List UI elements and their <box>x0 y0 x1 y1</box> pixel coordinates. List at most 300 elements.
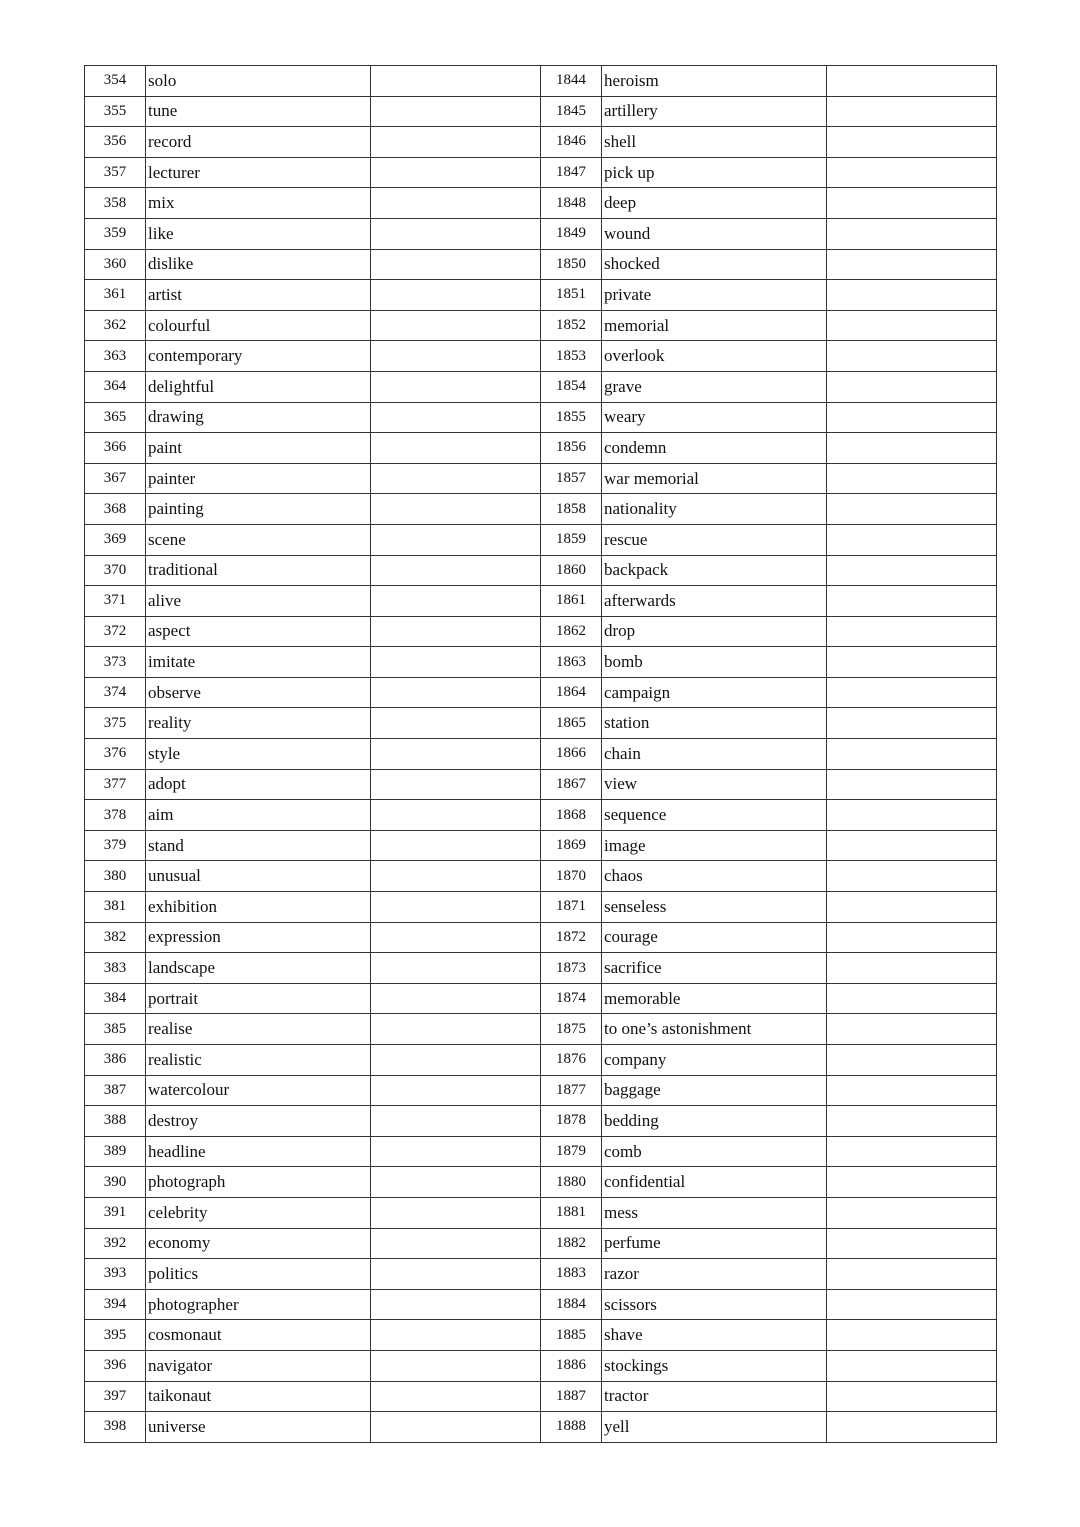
left-entry-word: universe <box>146 1412 371 1443</box>
table-row <box>85 249 997 280</box>
right-entry-number: 1854 <box>541 371 602 402</box>
left-entry-word: unusual <box>146 861 371 892</box>
left-entry-word: scene <box>146 524 371 555</box>
right-entry-word: campaign <box>602 677 827 708</box>
right-entry-word: memorial <box>602 310 827 341</box>
left-entry-word: watercolour <box>146 1075 371 1106</box>
right-blank-cell <box>827 218 997 249</box>
left-blank-cell <box>371 647 541 678</box>
right-entry-word: nationality <box>602 494 827 525</box>
left-entry-number: 383 <box>85 953 146 984</box>
right-entry-word: shell <box>602 127 827 158</box>
left-entry-word: traditional <box>146 555 371 586</box>
right-entry-number: 1856 <box>541 433 602 464</box>
left-entry-word: style <box>146 739 371 770</box>
right-entry-number: 1875 <box>541 1014 602 1045</box>
left-blank-cell <box>371 800 541 831</box>
left-entry-number: 387 <box>85 1075 146 1106</box>
left-entry-number: 370 <box>85 555 146 586</box>
left-entry-word: landscape <box>146 953 371 984</box>
right-entry-number: 1867 <box>541 769 602 800</box>
left-entry-word: contemporary <box>146 341 371 372</box>
right-blank-cell <box>827 1106 997 1137</box>
table-row <box>85 402 997 433</box>
left-entry-word: colourful <box>146 310 371 341</box>
left-entry-word: navigator <box>146 1350 371 1381</box>
right-entry-number: 1844 <box>541 66 602 97</box>
left-blank-cell <box>371 1228 541 1259</box>
table-row <box>85 1075 997 1106</box>
left-blank-cell <box>371 1014 541 1045</box>
right-entry-number: 1862 <box>541 616 602 647</box>
left-entry-word: painter <box>146 463 371 494</box>
right-entry-word: tractor <box>602 1381 827 1412</box>
left-entry-number: 391 <box>85 1197 146 1228</box>
right-entry-word: sequence <box>602 800 827 831</box>
left-entry-word: cosmonaut <box>146 1320 371 1351</box>
right-blank-cell <box>827 463 997 494</box>
right-entry-word: baggage <box>602 1075 827 1106</box>
left-entry-number: 381 <box>85 892 146 923</box>
right-entry-word: artillery <box>602 96 827 127</box>
left-blank-cell <box>371 953 541 984</box>
right-entry-word: weary <box>602 402 827 433</box>
left-entry-word: lecturer <box>146 157 371 188</box>
right-blank-cell <box>827 1197 997 1228</box>
right-blank-cell <box>827 433 997 464</box>
left-blank-cell <box>371 310 541 341</box>
left-blank-cell <box>371 96 541 127</box>
left-blank-cell <box>371 341 541 372</box>
right-blank-cell <box>827 1412 997 1443</box>
right-entry-word: overlook <box>602 341 827 372</box>
right-blank-cell <box>827 1259 997 1290</box>
table-row <box>85 616 997 647</box>
table-row <box>85 1167 997 1198</box>
left-blank-cell <box>371 494 541 525</box>
right-entry-word: shocked <box>602 249 827 280</box>
right-entry-word: private <box>602 280 827 311</box>
left-blank-cell <box>371 1136 541 1167</box>
right-entry-number: 1879 <box>541 1136 602 1167</box>
right-entry-number: 1846 <box>541 127 602 158</box>
right-entry-number: 1870 <box>541 861 602 892</box>
right-entry-number: 1869 <box>541 830 602 861</box>
left-entry-number: 379 <box>85 830 146 861</box>
right-entry-number: 1878 <box>541 1106 602 1137</box>
table-row <box>85 677 997 708</box>
right-entry-number: 1872 <box>541 922 602 953</box>
right-entry-number: 1855 <box>541 402 602 433</box>
table-row <box>85 739 997 770</box>
left-blank-cell <box>371 127 541 158</box>
left-blank-cell <box>371 402 541 433</box>
right-blank-cell <box>827 1014 997 1045</box>
left-entry-word: politics <box>146 1259 371 1290</box>
left-entry-number: 371 <box>85 586 146 617</box>
left-entry-number: 358 <box>85 188 146 219</box>
right-entry-word: chaos <box>602 861 827 892</box>
left-entry-number: 374 <box>85 677 146 708</box>
left-entry-word: like <box>146 218 371 249</box>
right-entry-word: shave <box>602 1320 827 1351</box>
table-row <box>85 555 997 586</box>
left-entry-number: 354 <box>85 66 146 97</box>
left-blank-cell <box>371 1045 541 1076</box>
left-entry-word: adopt <box>146 769 371 800</box>
right-blank-cell <box>827 524 997 555</box>
right-blank-cell <box>827 892 997 923</box>
left-entry-number: 356 <box>85 127 146 158</box>
left-entry-number: 373 <box>85 647 146 678</box>
right-entry-word: company <box>602 1045 827 1076</box>
left-blank-cell <box>371 524 541 555</box>
left-blank-cell <box>371 983 541 1014</box>
right-entry-number: 1851 <box>541 280 602 311</box>
right-entry-word: razor <box>602 1259 827 1290</box>
right-entry-word: yell <box>602 1412 827 1443</box>
table-row <box>85 708 997 739</box>
left-blank-cell <box>371 892 541 923</box>
left-entry-number: 363 <box>85 341 146 372</box>
left-blank-cell <box>371 586 541 617</box>
left-entry-number: 372 <box>85 616 146 647</box>
right-blank-cell <box>827 800 997 831</box>
right-blank-cell <box>827 402 997 433</box>
right-entry-number: 1864 <box>541 677 602 708</box>
right-entry-word: rescue <box>602 524 827 555</box>
right-entry-number: 1874 <box>541 983 602 1014</box>
right-entry-word: courage <box>602 922 827 953</box>
right-entry-word: bomb <box>602 647 827 678</box>
left-blank-cell <box>371 1167 541 1198</box>
right-entry-word: perfume <box>602 1228 827 1259</box>
left-entry-word: paint <box>146 433 371 464</box>
right-entry-number: 1866 <box>541 739 602 770</box>
left-blank-cell <box>371 1289 541 1320</box>
left-blank-cell <box>371 922 541 953</box>
table-row <box>85 892 997 923</box>
right-entry-number: 1888 <box>541 1412 602 1443</box>
left-entry-word: solo <box>146 66 371 97</box>
left-entry-number: 395 <box>85 1320 146 1351</box>
right-blank-cell <box>827 249 997 280</box>
right-entry-word: comb <box>602 1136 827 1167</box>
left-entry-word: exhibition <box>146 892 371 923</box>
table-row <box>85 310 997 341</box>
left-entry-word: celebrity <box>146 1197 371 1228</box>
right-entry-word: backpack <box>602 555 827 586</box>
left-blank-cell <box>371 1197 541 1228</box>
table-row <box>85 1045 997 1076</box>
table-row <box>85 96 997 127</box>
table-row <box>85 647 997 678</box>
right-entry-number: 1853 <box>541 341 602 372</box>
right-entry-word: stockings <box>602 1350 827 1381</box>
right-blank-cell <box>827 922 997 953</box>
right-entry-word: deep <box>602 188 827 219</box>
left-entry-number: 376 <box>85 739 146 770</box>
left-entry-number: 382 <box>85 922 146 953</box>
table-row <box>85 280 997 311</box>
table-row <box>85 1289 997 1320</box>
left-blank-cell <box>371 371 541 402</box>
left-entry-word: drawing <box>146 402 371 433</box>
left-blank-cell <box>371 616 541 647</box>
left-entry-number: 394 <box>85 1289 146 1320</box>
right-blank-cell <box>827 66 997 97</box>
right-blank-cell <box>827 280 997 311</box>
right-blank-cell <box>827 555 997 586</box>
right-blank-cell <box>827 739 997 770</box>
left-entry-word: destroy <box>146 1106 371 1137</box>
left-blank-cell <box>371 463 541 494</box>
vocabulary-table <box>84 65 997 1443</box>
right-blank-cell <box>827 1289 997 1320</box>
left-blank-cell <box>371 218 541 249</box>
table-row <box>85 830 997 861</box>
left-entry-word: artist <box>146 280 371 311</box>
table-row <box>85 800 997 831</box>
right-entry-number: 1847 <box>541 157 602 188</box>
left-blank-cell <box>371 1320 541 1351</box>
left-entry-number: 393 <box>85 1259 146 1290</box>
right-entry-word: pick up <box>602 157 827 188</box>
left-blank-cell <box>371 1412 541 1443</box>
right-blank-cell <box>827 494 997 525</box>
right-entry-word: sacrifice <box>602 953 827 984</box>
right-blank-cell <box>827 769 997 800</box>
right-entry-number: 1868 <box>541 800 602 831</box>
right-blank-cell <box>827 647 997 678</box>
left-entry-number: 384 <box>85 983 146 1014</box>
left-entry-number: 367 <box>85 463 146 494</box>
left-entry-number: 375 <box>85 708 146 739</box>
right-entry-number: 1852 <box>541 310 602 341</box>
left-blank-cell <box>371 555 541 586</box>
table-row <box>85 371 997 402</box>
right-blank-cell <box>827 1045 997 1076</box>
right-blank-cell <box>827 830 997 861</box>
right-blank-cell <box>827 127 997 158</box>
left-blank-cell <box>371 1350 541 1381</box>
right-entry-word: drop <box>602 616 827 647</box>
left-blank-cell <box>371 280 541 311</box>
left-entry-number: 385 <box>85 1014 146 1045</box>
right-entry-word: view <box>602 769 827 800</box>
left-entry-word: painting <box>146 494 371 525</box>
right-blank-cell <box>827 1167 997 1198</box>
right-entry-number: 1857 <box>541 463 602 494</box>
left-entry-word: realistic <box>146 1045 371 1076</box>
table-row <box>85 66 997 97</box>
left-entry-number: 360 <box>85 249 146 280</box>
right-entry-word: confidential <box>602 1167 827 1198</box>
right-entry-number: 1859 <box>541 524 602 555</box>
table-row <box>85 1014 997 1045</box>
left-entry-number: 389 <box>85 1136 146 1167</box>
table-row <box>85 463 997 494</box>
right-entry-number: 1880 <box>541 1167 602 1198</box>
left-entry-number: 359 <box>85 218 146 249</box>
table-row <box>85 494 997 525</box>
table-row <box>85 1228 997 1259</box>
left-entry-word: mix <box>146 188 371 219</box>
left-entry-word: photograph <box>146 1167 371 1198</box>
left-blank-cell <box>371 1106 541 1137</box>
right-entry-number: 1865 <box>541 708 602 739</box>
table-row <box>85 188 997 219</box>
left-entry-word: record <box>146 127 371 158</box>
right-entry-number: 1863 <box>541 647 602 678</box>
left-blank-cell <box>371 1259 541 1290</box>
table-row <box>85 1136 997 1167</box>
table-row <box>85 1197 997 1228</box>
table-row <box>85 922 997 953</box>
right-entry-word: image <box>602 830 827 861</box>
right-entry-number: 1876 <box>541 1045 602 1076</box>
right-blank-cell <box>827 861 997 892</box>
left-entry-word: headline <box>146 1136 371 1167</box>
left-entry-number: 365 <box>85 402 146 433</box>
right-blank-cell <box>827 708 997 739</box>
left-entry-word: realise <box>146 1014 371 1045</box>
left-entry-number: 362 <box>85 310 146 341</box>
left-blank-cell <box>371 66 541 97</box>
left-entry-word: economy <box>146 1228 371 1259</box>
left-entry-number: 369 <box>85 524 146 555</box>
right-entry-number: 1885 <box>541 1320 602 1351</box>
left-entry-number: 392 <box>85 1228 146 1259</box>
right-entry-number: 1887 <box>541 1381 602 1412</box>
right-blank-cell <box>827 1350 997 1381</box>
left-entry-number: 366 <box>85 433 146 464</box>
right-blank-cell <box>827 1136 997 1167</box>
left-entry-word: imitate <box>146 647 371 678</box>
left-entry-word: observe <box>146 677 371 708</box>
table-row <box>85 861 997 892</box>
left-entry-number: 390 <box>85 1167 146 1198</box>
right-entry-word: heroism <box>602 66 827 97</box>
left-entry-word: aim <box>146 800 371 831</box>
table-row <box>85 524 997 555</box>
left-entry-word: aspect <box>146 616 371 647</box>
right-entry-word: condemn <box>602 433 827 464</box>
table-row <box>85 1350 997 1381</box>
left-entry-number: 364 <box>85 371 146 402</box>
left-blank-cell <box>371 739 541 770</box>
left-blank-cell <box>371 769 541 800</box>
right-entry-word: memorable <box>602 983 827 1014</box>
table-row <box>85 157 997 188</box>
table-row <box>85 586 997 617</box>
right-entry-word: station <box>602 708 827 739</box>
right-entry-word: war memorial <box>602 463 827 494</box>
right-entry-number: 1886 <box>541 1350 602 1381</box>
left-entry-word: dislike <box>146 249 371 280</box>
left-blank-cell <box>371 1075 541 1106</box>
left-blank-cell <box>371 249 541 280</box>
right-entry-word: senseless <box>602 892 827 923</box>
right-blank-cell <box>827 341 997 372</box>
right-entry-number: 1883 <box>541 1259 602 1290</box>
left-entry-word: portrait <box>146 983 371 1014</box>
right-entry-number: 1884 <box>541 1289 602 1320</box>
right-blank-cell <box>827 371 997 402</box>
right-entry-word: mess <box>602 1197 827 1228</box>
right-blank-cell <box>827 1320 997 1351</box>
left-entry-number: 398 <box>85 1412 146 1443</box>
left-blank-cell <box>371 188 541 219</box>
table-row <box>85 953 997 984</box>
right-entry-number: 1858 <box>541 494 602 525</box>
right-blank-cell <box>827 1075 997 1106</box>
left-entry-number: 380 <box>85 861 146 892</box>
right-entry-number: 1849 <box>541 218 602 249</box>
right-blank-cell <box>827 188 997 219</box>
right-entry-number: 1873 <box>541 953 602 984</box>
right-blank-cell <box>827 310 997 341</box>
left-entry-number: 355 <box>85 96 146 127</box>
right-entry-word: scissors <box>602 1289 827 1320</box>
left-entry-word: expression <box>146 922 371 953</box>
right-entry-word: bedding <box>602 1106 827 1137</box>
right-entry-number: 1861 <box>541 586 602 617</box>
right-entry-number: 1881 <box>541 1197 602 1228</box>
table-row <box>85 341 997 372</box>
right-blank-cell <box>827 983 997 1014</box>
right-entry-number: 1882 <box>541 1228 602 1259</box>
left-entry-number: 397 <box>85 1381 146 1412</box>
right-blank-cell <box>827 1381 997 1412</box>
right-blank-cell <box>827 616 997 647</box>
left-entry-word: reality <box>146 708 371 739</box>
right-entry-word: grave <box>602 371 827 402</box>
left-entry-word: taikonaut <box>146 1381 371 1412</box>
left-entry-word: tune <box>146 96 371 127</box>
right-entry-number: 1848 <box>541 188 602 219</box>
table-row <box>85 1381 997 1412</box>
left-entry-number: 378 <box>85 800 146 831</box>
right-entry-word: afterwards <box>602 586 827 617</box>
table-row <box>85 983 997 1014</box>
table-row <box>85 218 997 249</box>
vocabulary-table-body <box>85 66 997 1443</box>
left-blank-cell <box>371 433 541 464</box>
right-entry-number: 1850 <box>541 249 602 280</box>
left-entry-number: 361 <box>85 280 146 311</box>
table-row <box>85 1106 997 1137</box>
right-blank-cell <box>827 157 997 188</box>
left-entry-word: alive <box>146 586 371 617</box>
right-blank-cell <box>827 586 997 617</box>
left-entry-word: stand <box>146 830 371 861</box>
left-entry-number: 388 <box>85 1106 146 1137</box>
left-blank-cell <box>371 1381 541 1412</box>
right-blank-cell <box>827 677 997 708</box>
table-row <box>85 127 997 158</box>
table-row <box>85 1412 997 1443</box>
table-row <box>85 1320 997 1351</box>
right-entry-word: wound <box>602 218 827 249</box>
left-entry-number: 357 <box>85 157 146 188</box>
right-entry-number: 1845 <box>541 96 602 127</box>
left-entry-number: 386 <box>85 1045 146 1076</box>
right-entry-word: to one’s astonishment <box>602 1014 827 1045</box>
right-entry-word: chain <box>602 739 827 770</box>
left-entry-word: photographer <box>146 1289 371 1320</box>
table-row <box>85 769 997 800</box>
